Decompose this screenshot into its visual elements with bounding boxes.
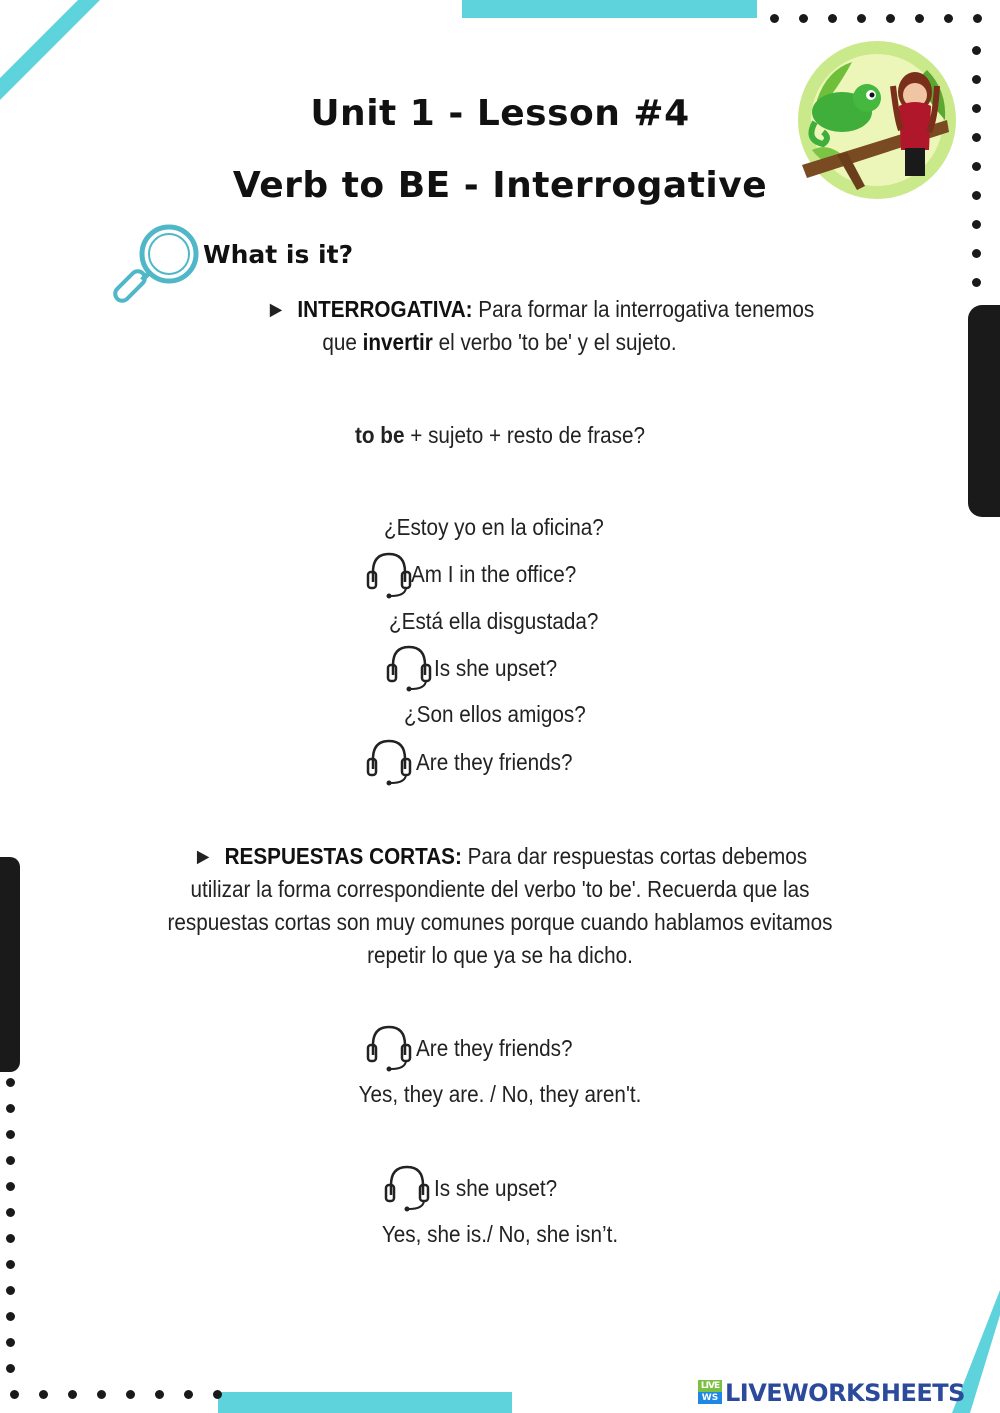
border-dot	[972, 75, 981, 84]
border-dot	[6, 1312, 15, 1321]
border-dot	[6, 1364, 15, 1373]
page-subtitle: Verb to BE - Interrogative	[232, 165, 768, 206]
border-dot	[184, 1390, 193, 1399]
page-title: Unit 1 - Lesson #4	[310, 93, 690, 134]
short-answers-paragraph	[140, 840, 860, 972]
short-answer-2: Yes, she is./ No, she isn’t.	[381, 1221, 619, 1247]
short-answers-line-3: respuestas cortas son muy comunes porque cuando hablamos evitamos	[167, 909, 833, 935]
formula-bold: to be	[355, 422, 405, 448]
formula	[50, 422, 950, 449]
interrogative-text-a: Para formar la interrogativa tenemos	[472, 296, 815, 322]
short-answers-label: RESPUESTAS CORTAS:	[224, 843, 462, 869]
border-dot	[155, 1390, 164, 1399]
teal-bar-bottom	[218, 1392, 512, 1413]
border-dot	[944, 14, 953, 23]
headphones-icon	[385, 643, 433, 698]
border-dot	[6, 1182, 15, 1191]
border-dot	[6, 1104, 15, 1113]
logo-text: LIVEWORKSHEETS	[725, 1379, 965, 1407]
border-dot	[972, 46, 981, 55]
border-dot	[6, 1078, 15, 1087]
border-dot	[39, 1390, 48, 1399]
border-dot	[6, 1260, 15, 1269]
short-answers-line-4: repetir lo que ya se ha dicho.	[367, 942, 633, 968]
border-dot	[972, 220, 981, 229]
dark-tab-right	[968, 305, 1000, 517]
border-dot	[213, 1390, 222, 1399]
teal-bar-top	[462, 0, 757, 18]
short-question-2: Is she upset?	[434, 1175, 558, 1201]
corner-decoration-top-left	[0, 0, 100, 100]
border-dot	[6, 1208, 15, 1217]
border-dot	[6, 1130, 15, 1139]
short-answers-line-1	[140, 840, 860, 873]
border-dot	[97, 1390, 106, 1399]
border-dot	[68, 1390, 77, 1399]
border-dot	[972, 133, 981, 142]
border-dot	[915, 14, 924, 23]
headphones-icon	[365, 737, 413, 792]
interrogative-line-2	[153, 326, 846, 359]
short-answers-text-1: Para dar respuestas cortas debemos	[461, 843, 808, 869]
dark-tab-left	[0, 857, 20, 1072]
example-spanish-2: ¿Está ella disgustada?	[389, 608, 599, 634]
border-dot	[828, 14, 837, 23]
short-answer-1: Yes, they are. / No, they aren't.	[358, 1081, 642, 1107]
interrogative-text-c: el verbo 'to be' y el sujeto.	[432, 329, 677, 355]
border-dot	[6, 1156, 15, 1165]
border-dot	[886, 14, 895, 23]
border-dot	[126, 1390, 135, 1399]
border-dot	[972, 278, 981, 287]
border-dot	[6, 1338, 15, 1347]
border-dot	[857, 14, 866, 23]
example-english-3: Are they friends?	[416, 749, 573, 775]
liveworksheets-logo[interactable]	[698, 1378, 965, 1408]
interrogative-paragraph	[234, 293, 846, 359]
section-heading: What is it?	[203, 240, 354, 269]
logo-badge-bottom: WS	[698, 1392, 722, 1404]
border-dot	[799, 14, 808, 23]
border-dot	[770, 14, 779, 23]
example-spanish-3: ¿Son ellos amigos?	[404, 701, 586, 727]
example-spanish-1: ¿Estoy yo en la oficina?	[384, 514, 604, 540]
example-english-2: Is she upset?	[434, 655, 558, 681]
interrogative-text-b: que	[322, 329, 363, 355]
logo-badge-top: LIVE	[698, 1380, 722, 1392]
border-dot	[972, 249, 981, 258]
formula-rest: + sujeto + resto de frase?	[404, 422, 645, 448]
interrogative-bold-word: invertir	[362, 329, 433, 355]
border-dot	[973, 14, 982, 23]
short-answers-line-2: utilizar la forma correspondiente del verbo 'to be'. Recuerda que las	[190, 876, 810, 902]
logo-badge	[698, 1380, 722, 1406]
headphones-icon	[365, 550, 413, 605]
bullet-arrow: ►	[265, 296, 287, 322]
border-dot	[6, 1286, 15, 1295]
magnifier-icon	[108, 222, 203, 314]
border-dot	[10, 1390, 19, 1399]
headphones-icon	[365, 1023, 413, 1078]
example-english-1: Am I in the office?	[411, 561, 577, 587]
bullet-arrow: ►	[192, 843, 214, 869]
headphones-icon	[383, 1163, 431, 1218]
short-question-1: Are they friends?	[416, 1035, 573, 1061]
interrogative-label: INTERROGATIVA:	[297, 296, 473, 322]
interrogative-line-1	[234, 293, 846, 326]
border-dot	[6, 1234, 15, 1243]
